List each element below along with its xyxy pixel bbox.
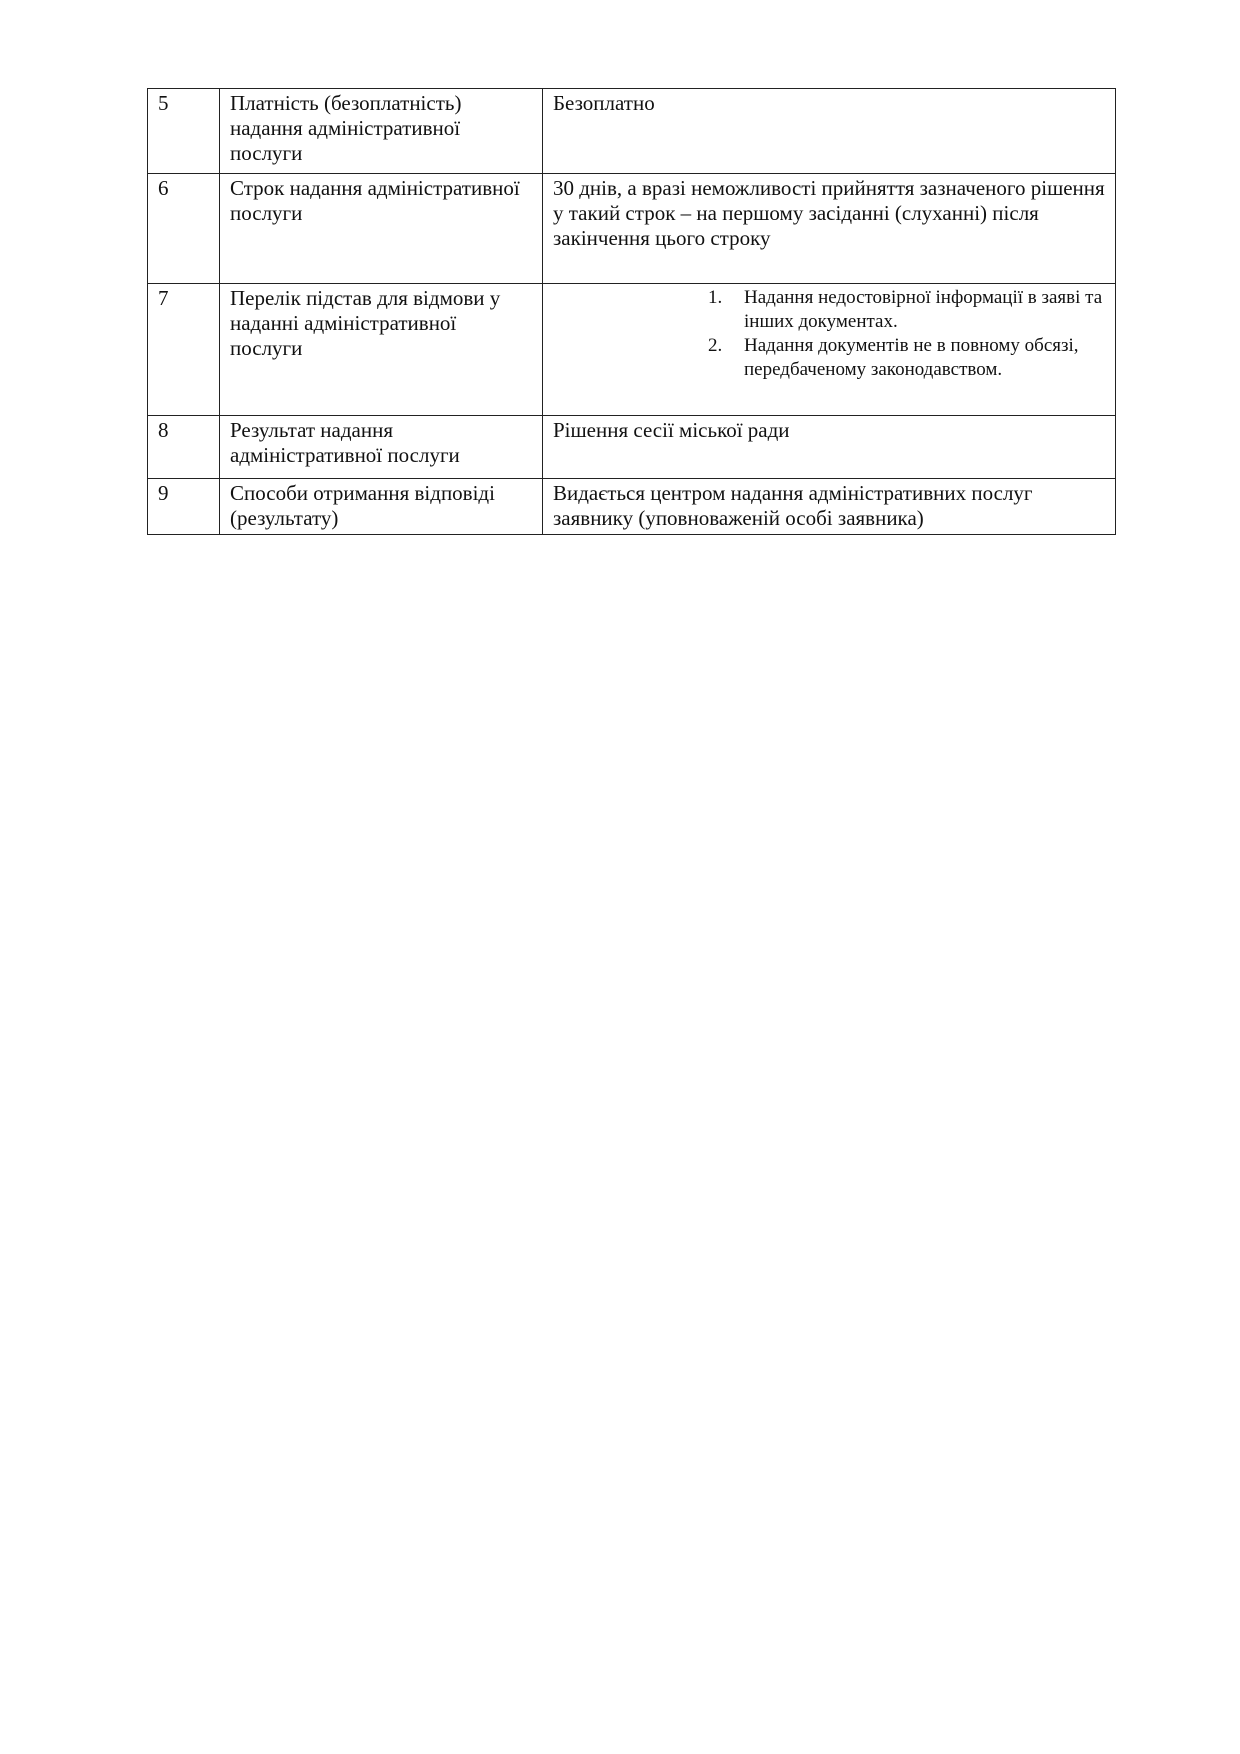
row-value-list xyxy=(543,284,1116,416)
row-label: Платність (безоплатність) надання адміністративної послуги xyxy=(220,89,543,174)
row-label: Способи отримання відповіді (результату) xyxy=(220,479,543,535)
row-value: Видається центром надання адміністративних послуг заявнику (уповноваженій особі заявника) xyxy=(543,479,1116,535)
refusal-grounds-list xyxy=(553,286,1105,382)
table-row xyxy=(148,89,1116,174)
row-number: 8 xyxy=(148,416,220,479)
row-value: Безоплатно xyxy=(543,89,1116,174)
table-row xyxy=(148,479,1116,535)
table-row xyxy=(148,284,1116,416)
row-value: 30 днів, а вразі неможливості прийняття зазначеного рішення у такий строк – на першому засіданні (слуханні) після закінчення цього строку xyxy=(543,174,1116,284)
service-info-table xyxy=(147,88,1116,535)
list-item-text: Надання недостовірної інформації в заяві та інших документах. xyxy=(744,287,1103,332)
table-row xyxy=(148,416,1116,479)
list-item xyxy=(553,286,1105,334)
list-item xyxy=(553,334,1105,382)
list-item-text: Надання документів не в повному обсязі, передбаченому законодавством. xyxy=(744,335,1079,380)
list-marker: 1. xyxy=(708,287,723,308)
row-value: Рішення сесії міської ради xyxy=(543,416,1116,479)
list-marker: 2. xyxy=(708,335,723,356)
row-number: 5 xyxy=(148,89,220,174)
row-number: 9 xyxy=(148,479,220,535)
row-label: Перелік підстав для відмови у наданні адміністративної послуги xyxy=(220,284,543,416)
row-number: 7 xyxy=(148,284,220,416)
row-label: Строк надання адміністративної послуги xyxy=(220,174,543,284)
table-row xyxy=(148,174,1116,284)
row-label: Результат надання адміністративної послуги xyxy=(220,416,543,479)
row-number: 6 xyxy=(148,174,220,284)
